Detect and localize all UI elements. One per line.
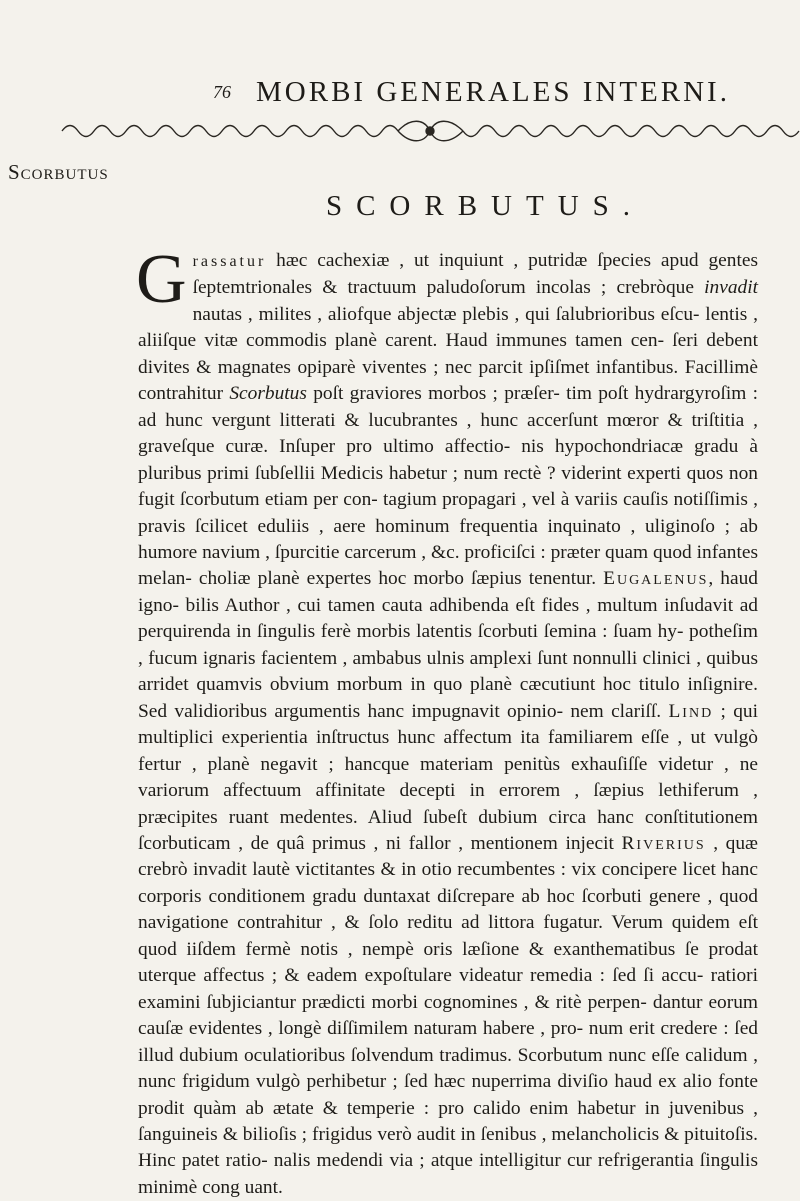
opening-word-caps: rassatur (192, 253, 267, 270)
drop-cap: G (136, 241, 187, 318)
text-run: hæc cachexiæ , ut inquiunt , putridæ ſpecies apud gentes ſeptemtrionales & tractuum paludoſorum incolas ; crebròque (192, 250, 758, 299)
author-name: Eugalenus (603, 568, 709, 590)
author-name: Riverius (621, 832, 706, 854)
author-name: Lind (668, 700, 714, 722)
italic-term: Scorbutus (229, 383, 307, 405)
italic-term: invadit (704, 277, 758, 299)
text-run: nautas , milites , aliofque abjectæ plebis , qui ſalubrioribus eſcu- lentis , aliiſque vitæ commodis planè carent. Haud immunes tamen cen- ſeri debent divites & magnates opiparè viventes ; nec parcit ipſiſmet infantibus. Facillimè contrahitur (138, 303, 758, 405)
page-number: 76 (213, 82, 231, 102)
text-run: poſt graviores morbos ; præſer- tim poſt hydrargyroſim : ad hunc vergunt litterati & lucubrantes , hunc accerſunt mœror & triſtitia , graveſque curæ. Inſuper pro ultimo affectio- nis hypochondriacæ gradu à pluribus primi ſubſellii Medicis habetur ; num rectè ? viderint experti quos non fugit ſcorbutum etiam per con- tagium propagari , vel à variis cauſis notiſſimis , pravis ſcilicet eduliis , aere hominum frequentia inquinato , uliginoſo ; ab humore navium , ſpurcitie carcerum , &c. proficiſci : præter quam quod infantes melan- choliæ planè expertes hoc morbo ſæpius tenentur. (138, 383, 758, 590)
text-run: ; qui multiplici experientia inſtructus hunc affectum ita familiarem eſſe , ut vulgò fertur , planè negavit ; hancque materiam penitùs exhauſiſſe videtur , ne variorum affectuum affinitate decepti in errorem , ſæpius lethiferum , præcipites ruant medentes. Aliud ſubeſt dubium circa hanc conſtitutionem ſcorbuticam , de quâ primus , ni fallor , mentionem injecit (138, 700, 758, 854)
ornamental-border-rule (58, 114, 800, 148)
text-run: , quæ crebrò invadit lautè victitantes & in otio recumbentes : vix concipere licet hanc corporis conditionem gradu duntaxat diſcrepare ab hoc ſcorbuti genere , quod navigatione contrahitur , & ſolo reditu ad littora fugatur. Verum quidem eſt quod iiſdem fermè notis , nempè oris læſione & exanthematibus ſe prodat uterque affectus ; & eadem expoſtulare videatur remedia : ſed ſi accu- ratiori examini ſubjiciantur prædicti morbi cognomines , & ritè perpen- dantur eorum cauſæ evidentes , longè diſſimilem naturam habere , pro- num erit credere : ſed illud dubium oculatioribus ſolvendum tradimus. Scorbutum nunc eſſe calidum , nunc frigidum vulgò perhibetur ; ſed hæc nuperrima diviſio haud ex alio fonte prodit quàm ab ætate & temperie : pro calido enim habetur in juvenibus , ſanguineis & bilioſis ; frigidus verò audit in ſenibus , melancholicis & pituitoſis. Hinc patet ratio- nalis medendi via ; atque intelligitur cur refrigerantia ſingulis minimè cong uant. (138, 832, 758, 1198)
section-title-wrap (0, 190, 800, 223)
text-run: , haud igno- bilis Author , cui tamen cauta adhibenda eſt fides , multum inſudavit ad perquirenda in ſingulis ferè morbis latentis ſcorbuti ſemina : ſuam hy- potheſim , fucum ignaris facientem , ambabus ulnis amplexi ſunt nonnulli clinici , quibus arridet quamvis obvium morbum in quo planè cæcutiunt hoc titulo inſignire. Sed validioribus argumentis hanc impugnavit opinio- nem clariſſ. (138, 568, 758, 722)
section-title: SCORBUTUS. (325, 190, 645, 222)
running-head: MORBI GENERALES INTERNI. (256, 76, 730, 108)
margin-note: Scorbutus (8, 160, 109, 184)
body-paragraph (136, 241, 758, 1201)
